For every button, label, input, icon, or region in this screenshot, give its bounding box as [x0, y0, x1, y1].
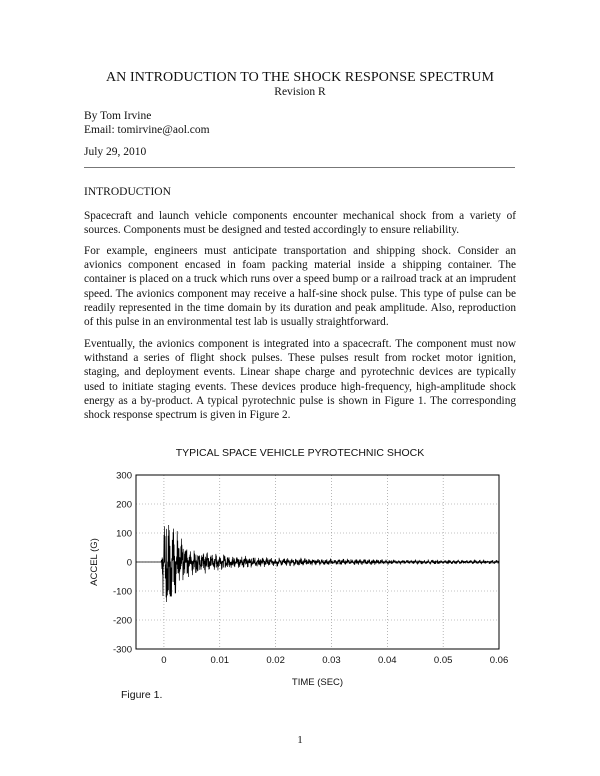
date-line: July 29, 2010	[84, 146, 147, 158]
y-tick-label: 0	[126, 557, 132, 569]
acceleration-series-line	[136, 525, 499, 602]
y-tick-label: 100	[116, 528, 132, 540]
x-tick-label: 0.03	[322, 655, 341, 666]
x-tick-label: 0.05	[433, 655, 453, 666]
x-tick-label: 0.02	[266, 655, 285, 666]
y-tick-label: 300	[116, 470, 132, 482]
page-number: 1	[297, 734, 303, 746]
x-tick-label: 0.01	[210, 655, 230, 666]
pyroshock-chart	[80, 462, 520, 690]
email-line: Email: tomirvine@aol.com	[84, 124, 210, 136]
paragraph-3: Eventually, the avionics component is integrated into a spacecraft. The component must now withstand a series of flight shock pulses. These pulses result from rocket motor ignition, staging, and deployment events. Linear shape charge and pyrotechnic devices are typically used to initiate staging events. These devices produce high-frequency, high-amplitude shock energy as a by-product. A typical pyrotechnic pulse is shown in Figure 1. The corresponding shock response spectrum is given in Figure 2.	[84, 338, 516, 422]
author-line: By Tom Irvine	[84, 110, 152, 122]
paper-title: AN INTRODUCTION TO THE SHOCK RESPONSE SPECTRUM	[105, 70, 495, 85]
y-tick-label: -100	[112, 586, 132, 598]
paragraph-2: For example, engineers must anticipate transportation and shipping shock. Consider an avionics component encased in foam packing material inside a shipping container. The container is placed on a truck which runs over a speed bump or a railroad track at an imprudent speed. The avionics component may receive a half-sine shock pulse. This type of pulse can be readily represented in the time domain by its duration and peak amplitude. Also, reproduction of this pulse in an environmental test lab is usually straightforward.	[84, 245, 516, 329]
figure-caption: Figure 1.	[121, 689, 163, 701]
x-tick-label: 0.04	[378, 655, 397, 666]
chart-title: TYPICAL SPACE VEHICLE PYROTECHNIC SHOCK	[175, 447, 425, 459]
y-tick-label: -300	[112, 644, 132, 656]
y-tick-label: -200	[112, 615, 132, 627]
paragraph-1: Spacecraft and launch vehicle components encounter mechanical shock from a variety of sources. Components must be designed and tested accordingly to ensure reliability.	[84, 210, 516, 237]
header-divider	[84, 167, 515, 168]
data-layer	[136, 525, 499, 602]
x-axis-label: TIME (SEC)	[291, 677, 344, 688]
section-heading: INTRODUCTION	[84, 186, 171, 198]
y-axis-label: ACCEL (G)	[89, 538, 100, 586]
x-tick-label: 0	[161, 655, 167, 666]
revision-label: Revision R	[274, 86, 326, 98]
y-tick-label: 200	[116, 499, 132, 511]
x-tick-label: 0.06	[489, 655, 509, 666]
